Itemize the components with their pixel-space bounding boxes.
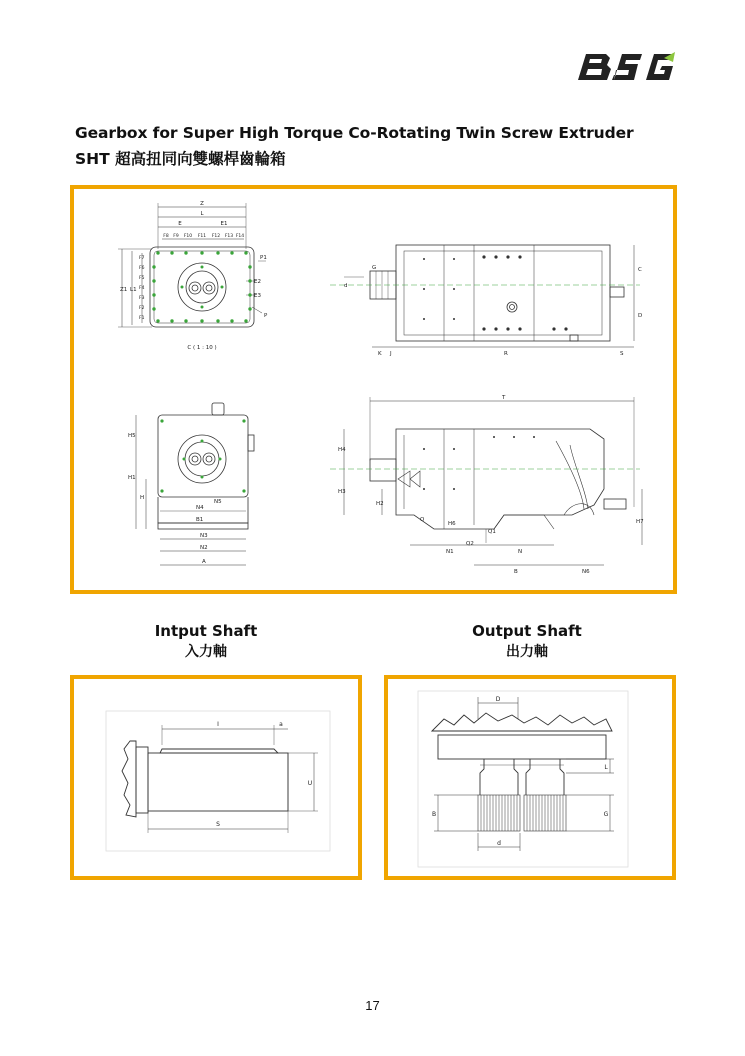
dim-label: d xyxy=(497,840,501,847)
dim-label: A xyxy=(202,559,206,565)
dim-label: F3 xyxy=(139,296,145,301)
output-shaft-title: Output Shaft xyxy=(472,622,582,640)
dim-label: F1 xyxy=(139,316,145,321)
output-shaft-title-zh: 出力軸 xyxy=(506,644,548,660)
dim-label: F10 xyxy=(183,234,193,239)
dim-label: E2 xyxy=(254,279,261,285)
dim-label: G xyxy=(603,811,609,818)
page-title: Gearbox for Super High Torque Co-Rotating Twin Screw Extruder xyxy=(75,124,634,142)
dim-label: N2 xyxy=(200,545,208,551)
dim-label: S xyxy=(216,821,220,828)
input-shaft-title-zh: 入力軸 xyxy=(185,644,227,660)
dim-label: Q1 xyxy=(488,529,496,535)
dim-label: D xyxy=(638,313,643,319)
dim-label: E xyxy=(178,221,182,227)
dim-label: U xyxy=(307,780,313,787)
dimension-labels xyxy=(120,201,644,575)
dim-label: Q xyxy=(420,517,425,523)
dim-label: G xyxy=(372,265,377,271)
dim-label: H xyxy=(140,495,145,501)
output-shaft-heading xyxy=(407,622,647,661)
dim-label: F6 xyxy=(139,266,145,271)
dim-label: H5 xyxy=(128,433,136,439)
dim-label: H2 xyxy=(376,501,384,507)
dim-label: H7 xyxy=(636,519,644,525)
dim-label: N5 xyxy=(214,499,222,505)
dim-label: C xyxy=(638,267,642,273)
dim-label: K xyxy=(378,351,382,357)
dim-label: P1 xyxy=(260,255,267,261)
page-number: 17 xyxy=(365,998,380,1013)
dim-label: Z xyxy=(200,201,204,207)
dim-label: F7 xyxy=(139,256,145,261)
dim-label: H4 xyxy=(338,447,346,453)
dim-label: I xyxy=(217,721,219,728)
dim-label: L1 xyxy=(130,287,137,293)
page-subtitle: SHT 超高扭同向雙螺桿齒輪箱 xyxy=(75,150,286,168)
gearbox-drawing xyxy=(74,189,673,590)
front-view-scale: C ( 1 : 10 ) xyxy=(187,345,217,351)
dim-label: a xyxy=(279,721,283,728)
dim-label: F14 xyxy=(235,234,245,239)
output-shaft-drawing xyxy=(388,679,672,876)
dim-label: J xyxy=(390,351,392,357)
dim-label: F12 xyxy=(211,234,221,239)
dim-label: S xyxy=(620,351,624,357)
output-shaft-frame xyxy=(384,675,676,880)
dim-label: F5 xyxy=(139,276,145,281)
dim-label: L xyxy=(604,764,608,771)
dim-label: F2 xyxy=(139,306,145,311)
dim-label: N4 xyxy=(196,505,204,511)
input-shaft-frame xyxy=(70,675,362,880)
brand-logo xyxy=(576,50,676,82)
dim-label: N1 xyxy=(446,549,454,555)
dim-label: Z1 xyxy=(120,287,128,293)
dim-label: F4 xyxy=(139,286,145,291)
dim-label: T xyxy=(502,395,506,401)
dim-label: Q2 xyxy=(466,541,474,547)
dim-label: P xyxy=(264,313,268,319)
main-drawing-frame xyxy=(70,185,677,594)
dim-label: H3 xyxy=(338,489,346,495)
dim-label: B xyxy=(514,569,518,575)
dim-label: H1 xyxy=(128,475,136,481)
input-shaft-heading xyxy=(86,622,326,661)
dim-label: B1 xyxy=(196,517,204,523)
dim-label: F13 xyxy=(224,234,234,239)
dim-label: E1 xyxy=(220,221,228,227)
dim-label: B xyxy=(431,811,437,818)
dim-label: N xyxy=(518,549,523,555)
dim-label: R xyxy=(504,351,508,357)
dim-label: D xyxy=(495,696,501,703)
dim-label: N3 xyxy=(200,533,208,539)
input-shaft-drawing xyxy=(74,679,358,876)
dim-label: L xyxy=(200,211,204,217)
dim-label: F8 xyxy=(163,234,169,239)
dim-label: N6 xyxy=(582,569,590,575)
dim-label: H6 xyxy=(448,521,456,527)
dim-label: F11 xyxy=(197,234,207,239)
bolt-dots xyxy=(152,251,251,492)
dim-label: E3 xyxy=(254,293,261,299)
input-shaft-title: Intput Shaft xyxy=(154,622,258,640)
dim-label: F9 xyxy=(173,234,179,239)
dim-label: d xyxy=(344,283,348,289)
